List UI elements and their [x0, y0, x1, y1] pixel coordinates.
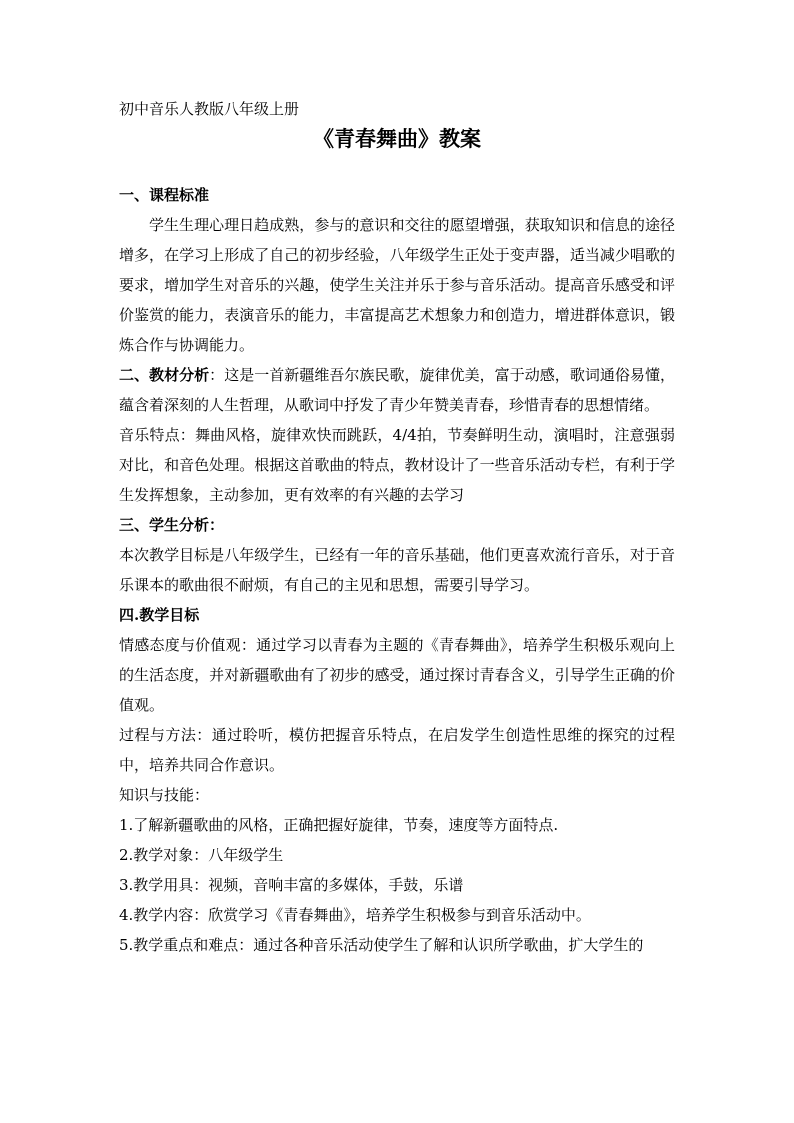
- list-item-5: 5.教学重点和难点：通过各种音乐活动使学生了解和认识所学歌曲，扩大学生的: [119, 936, 644, 954]
- list-item-4: 4.教学内容：欣赏学习《青春舞曲》，培养学生积极参与到音乐活动中。: [119, 906, 591, 924]
- paragraph-music-features: 音乐特点：舞曲风格，旋律欢快而跳跃，4/4拍，节奏鲜明生动，演唱时，注意强弱对比，和音色处理。根据这首歌曲的特点，教材设计了一些音乐活动专栏，有利于学生发挥想象，主动参加，更有效率的有兴趣的去学习: [119, 426, 675, 504]
- paragraph-goal-process: 过程与方法：通过聆听，模仿把握音乐特点，在启发学生创造性思维的探究的过程中，培养共同合作意识。: [119, 726, 675, 774]
- document-title: 《青春舞曲》教案: [313, 126, 481, 151]
- paragraph-curriculum-standard: 学生生理心理日趋成熟，参与的意识和交往的愿望增强，获取知识和信息的途径增多，在学习上形成了自己的初步经验，八年级学生正处于变声器，适当减少唱歌的要求，增加学生对音乐的兴趣，使学生关注并乐于参与音乐活动。提高音乐感受和评价鉴赏的能力，表演音乐的能力，丰富提高艺术想象力和创造力，增进群体意识，锻炼合作与协调能力。: [119, 216, 675, 354]
- section-heading-curriculum-standard: 一、课程标准: [119, 186, 210, 204]
- section-heading-teaching-goals: 四.教学目标: [119, 606, 200, 624]
- document-subtitle: 初中音乐人教版八年级上册: [119, 100, 300, 118]
- list-item-2: 2.教学对象：八年级学生: [119, 846, 284, 864]
- section-heading-student-analysis: 三、学生分析：: [119, 516, 225, 534]
- paragraph-goal-emotion: 情感态度与价值观：通过学习以青春为主题的《青春舞曲》，培养学生积极乐观向上的生活态度，并对新疆歌曲有了初步的感受，通过探讨青春含义，引导学生正确的价值观。: [119, 636, 675, 714]
- paragraph-goal-skill-heading: 知识与技能：: [119, 786, 210, 804]
- textbook-analysis-text: ：这是一首新疆维吾尔族民歌，旋律优美，富于动感，歌词通俗易懂，蕴含着深刻的人生哲理，从歌词中抒发了青少年赞美青春，珍惜青春的思想情绪。: [119, 366, 675, 414]
- document-body: [119, 180, 675, 960]
- list-item-1: 1.了解新疆歌曲的风格，正确把握好旋律，节奏，速度等方面特点.: [119, 816, 559, 834]
- paragraph-textbook-analysis: [119, 360, 675, 420]
- list-item-3: 3.教学用具：视频，音响丰富的多媒体，手鼓，乐谱: [119, 876, 464, 894]
- section-heading-textbook-analysis: 二、教材分析: [119, 366, 210, 384]
- paragraph-student-analysis: 本次教学目标是八年级学生，已经有一年的音乐基础，他们更喜欢流行音乐，对于音乐课本的歌曲很不耐烦，有自己的主见和思想，需要引导学习。: [119, 546, 675, 594]
